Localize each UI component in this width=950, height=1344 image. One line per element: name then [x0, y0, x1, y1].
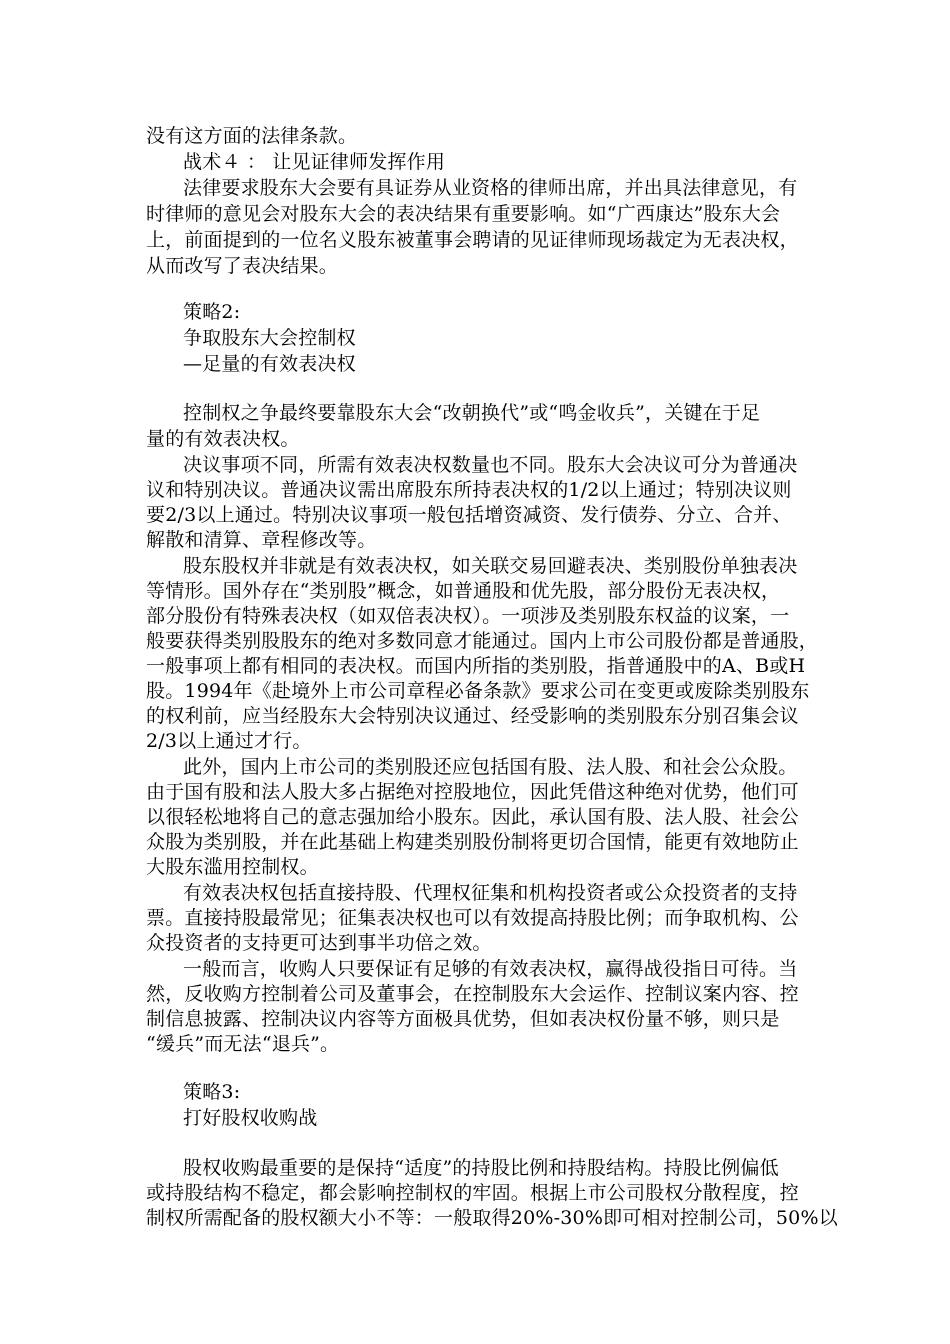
tactic-heading: 战术４ ： 让见证律师发挥作用 — [183, 151, 446, 173]
text-line: 股权收购最重要的是保持“适度”的持股比例和持股结构。持股比例偏低 — [183, 1157, 779, 1179]
text-line: 议和特别决议。普通决议需出席股东所持表决权的1/2以上通过；特别决议则 — [146, 479, 792, 501]
strategy-title: 争取股东大会控制权 — [183, 327, 356, 349]
text-line: 股。1994年《赴境外上市公司章程必备条款》要求公司在变更或废除类别股东 — [146, 680, 810, 702]
text-line: 大股东滥用控制权。 — [146, 856, 319, 878]
text-line: 般要获得类别股股东的绝对多数同意才能通过。国内上市公司股份都是普通股， — [146, 630, 819, 652]
text-line: 制权所需配备的股权额大小不等：一般取得20%-30%即可相对控制公司，50%以 — [146, 1207, 838, 1229]
text-line: 然，反收购方控制着公司及董事会，在控制股东大会运作、控制议案内容、控 — [146, 983, 799, 1005]
text-line: 以很轻松地将自己的意志强加给小股东。因此，承认国有股、法人股、社会公 — [146, 806, 799, 828]
strategy-subtitle: —足量的有效表决权 — [183, 353, 356, 375]
text-line: 等情形。国外存在“类别股”概念，如普通股和优先股，部分股份无表决权， — [146, 580, 781, 602]
strategy-title: 打好股权收购战 — [183, 1107, 318, 1129]
strategy-heading: 策略2: — [183, 301, 241, 323]
text-line: 解散和清算、章程修改等。 — [146, 529, 377, 551]
text-line: 没有这方面的法律条款。 — [146, 125, 358, 147]
text-line: 众投资者的支持更可达到事半功倍之效。 — [146, 932, 492, 954]
text-line: 由于国有股和法人股大多占据绝对控股地位，因此凭借这种绝对优势，他们可 — [146, 781, 799, 803]
text-line: 股东股权并非就是有效表决权，如关联交易回避表决、类别股份单独表决 — [183, 555, 798, 577]
text-line: 的权利前，应当经股东大会特别决议通过、经受影响的类别股东分别召集会议 — [146, 705, 799, 727]
text-line: 部分股份有特殊表决权（如双倍表决权）。一项涉及类别股东权益的议案，一 — [146, 605, 790, 627]
text-line: 控制权之争最终要靠股东大会“改朝换代”或“鸣金收兵”，关键在于足 — [183, 402, 761, 424]
text-line: 或持股结构不稳定，都会影响控制权的牢固。根据上市公司股权分散程度，控 — [146, 1182, 799, 1204]
text-line: 2/3以上通过才行。 — [146, 730, 312, 752]
strategy-heading: 策略3: — [183, 1081, 241, 1103]
text-line: 上，前面提到的一位名义股东被董事会聘请的见证律师现场裁定为无表决权， — [146, 229, 799, 251]
text-line: 从而改写了表决结果。 — [146, 255, 339, 277]
text-line: 一般而言，收购人只要保证有足够的有效表决权，赢得战役指日可待。当 — [183, 958, 798, 980]
text-line: 量的有效表决权。 — [146, 428, 300, 450]
text-line: 众股为类别股，并在此基础上构建类别股份制将更切合国情，能更有效地防止 — [146, 831, 799, 853]
text-line: 此外，国内上市公司的类别股还应包括国有股、法人股、和社会公众股。 — [183, 756, 798, 778]
text-line: “缓兵”而无法“退兵”。 — [146, 1033, 340, 1055]
text-line: 制信息披露、控制决议内容等方面极具优势，但如表决权份量不够，则只是 — [146, 1008, 780, 1030]
text-line: 要2/3以上通过。特别决议事项一般包括增资减资、发行债券、分立、合并、 — [146, 504, 792, 526]
text-line: 一般事项上都有相同的表决权。而国内所指的类别股，指普通股中的A、B或H — [146, 655, 806, 677]
text-line: 有效表决权包括直接持股、代理权征集和机构投资者或公众投资者的支持 — [183, 882, 798, 904]
text-line: 法律要求股东大会要有具证券从业资格的律师出席，并出具法律意见，有 — [183, 177, 798, 199]
text-line: 时律师的意见会对股东大会的表决结果有重要影响。如“广西康达”股东大会 — [146, 203, 781, 225]
text-line: 票。直接持股最常见；征集表决权也可以有效提高持股比例；而争取机构、公 — [146, 907, 799, 929]
text-line: 决议事项不同，所需有效表决权数量也不同。股东大会决议可分为普通决 — [183, 454, 798, 476]
